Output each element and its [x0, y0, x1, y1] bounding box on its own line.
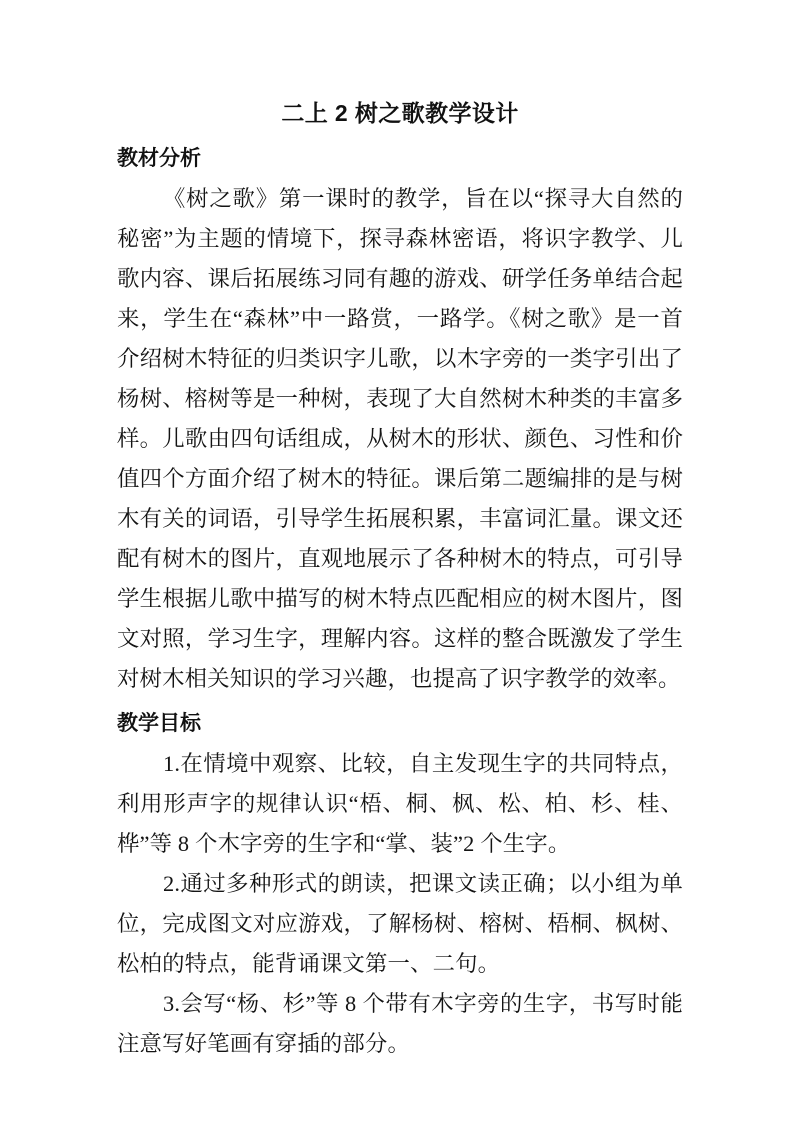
document-content — [117, 96, 683, 1064]
page-title: 二上 2 树之歌教学设计 — [281, 100, 519, 126]
paragraph-material-analysis: 《树之歌》第一课时的教学，旨在以“探寻大自然的秘密”为主题的情境下，探寻森林密语，将识字教学、儿歌内容、课后拓展练习同有趣的游戏、研学任务单结合起来，学生在“森林”中一路赏，一路学。《树之歌》是一首介绍树木特征的归类识字儿歌，以木字旁的一类字引出了杨树、榕树等是一种树，表现了大自然树木种类的丰富多样。儿歌由四句话组成，从树木的形状、颜色、习性和价值四个方面介绍了树木的特征。课后第二题编排的是与树木有关的词语，引导学生拓展积累，丰富词汇量。课文还配有树木的图片，直观地展示了各种树木的特点，可引导学生根据儿歌中描写的树木特点匹配相应的树木图片，图文对照，学习生字，理解内容。这样的整合既激发了学生对树木相关知识的学习兴趣，也提高了识字教学的效率。 — [117, 186, 683, 691]
paragraph-goal-3: 3.会写“杨、杉”等 8 个带有木字旁的生字，书写时能注意写好笔画有穿插的部分。 — [117, 991, 683, 1056]
section-spacer — [117, 699, 683, 703]
section-heading-teaching-goals: 教学目标 — [117, 712, 201, 735]
section-heading-teaching-material-analysis: 教材分析 — [117, 147, 201, 170]
paragraph-goal-1: 1.在情境中观察、比较，自主发现生字的共同特点，利用形声字的规律认识“梧、桐、枫、松、柏、杉、桂、桦”等 8 个木字旁的生字和“掌、装”2 个生字。 — [117, 751, 683, 856]
paragraph-goal-2: 2.通过多种形式的朗读，把课文读正确；以小组为单位，完成图文对应游戏，了解杨树、榕树、梧桐、枫树、松柏的特点，能背诵课文第一、二句。 — [117, 871, 683, 976]
